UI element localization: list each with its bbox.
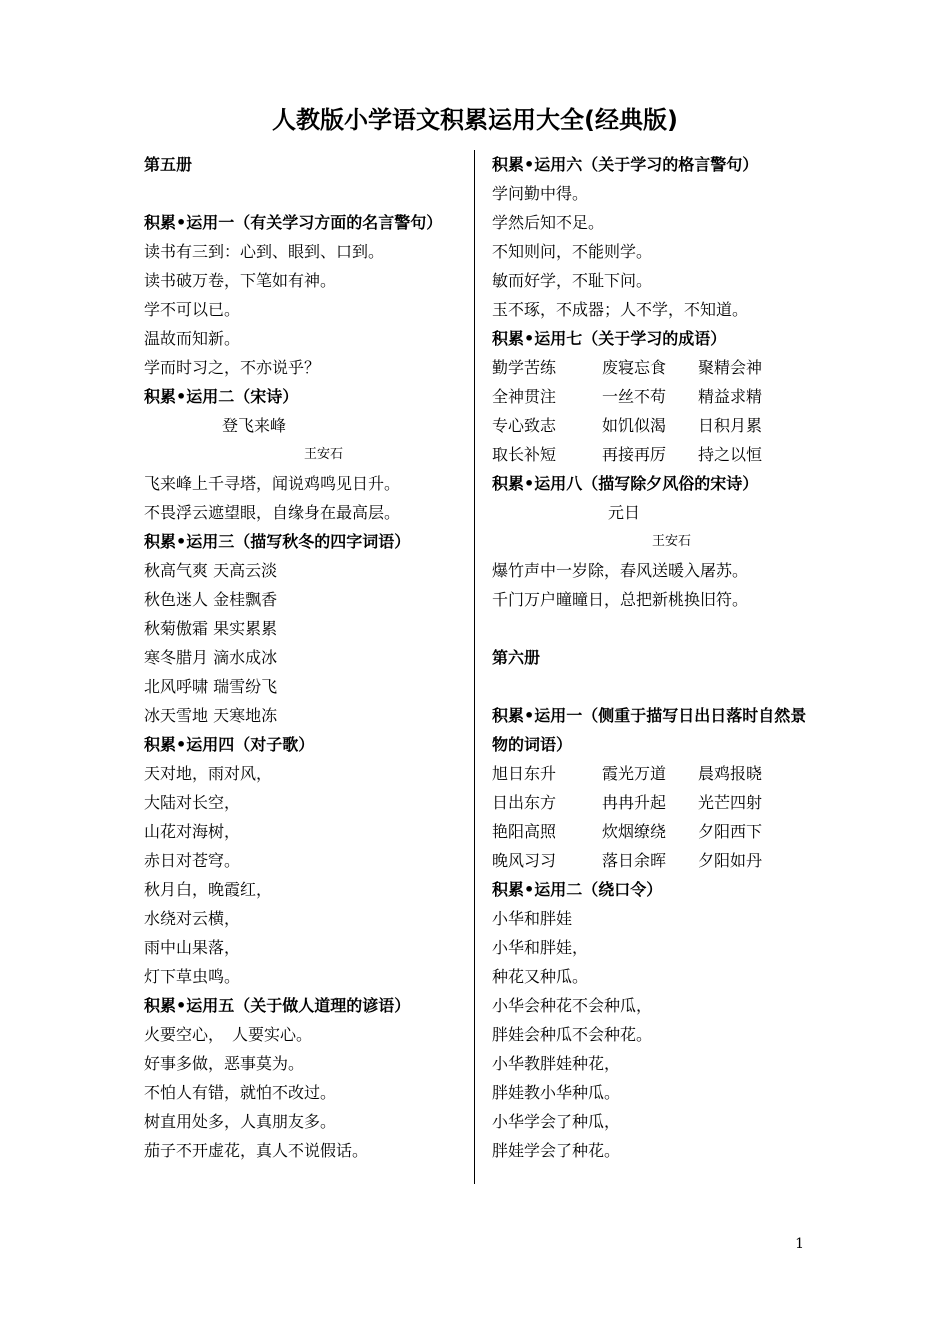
tongue-twister-line: 小华学会了种瓜， xyxy=(492,1112,621,1131)
proverb-line: 树直用处多，人真朋友多。 xyxy=(144,1112,337,1131)
phrase: 夕阳西下 xyxy=(698,822,763,841)
poem-line: 飞来峰上千寻塔，闻说鸡鸣见日升。 xyxy=(144,474,401,493)
spacer xyxy=(492,614,822,643)
column-divider xyxy=(474,150,475,1184)
proverb-line: 不怕人有错，就怕不改过。 xyxy=(144,1083,337,1102)
section-heading: 积累•运用二（宋诗） xyxy=(144,387,299,406)
couplet-line: 天对地，雨对风， xyxy=(144,764,273,783)
poem-title: 登飞来峰 xyxy=(222,416,287,435)
quote-line: 玉不琢，不成器；人不学，不知道。 xyxy=(492,300,749,319)
poem-author: 王安石 xyxy=(652,534,692,549)
poem-author: 王安石 xyxy=(304,447,344,462)
idiom: 再接再厉 xyxy=(602,445,667,464)
document-title: 人教版小学语文积累运用大全(经典版) xyxy=(272,106,678,134)
section-heading: 积累•运用一（有关学习方面的名言警句） xyxy=(144,213,443,232)
phrase-row xyxy=(492,788,822,817)
phrase: 落日余晖 xyxy=(602,851,667,870)
tongue-twister-line: 小华教胖娃种花， xyxy=(492,1054,621,1073)
quote-line: 学不可以已。 xyxy=(144,300,241,319)
book-heading-5: 第五册 xyxy=(144,155,193,174)
phrase: 艳阳高照 xyxy=(492,822,557,841)
idiom-row xyxy=(492,353,822,382)
tongue-twister-line: 种花又种瓜。 xyxy=(492,967,589,986)
idiom-row xyxy=(492,411,822,440)
phrase-row xyxy=(492,846,822,875)
section-heading: 积累•运用七（关于学习的成语） xyxy=(492,329,727,348)
section-heading: 积累•运用一（侧重于描写日出日落时自然景物的词语） xyxy=(492,706,807,754)
phrase: 旭日东升 xyxy=(492,764,557,783)
quote-line: 敏而好学，不耻下问。 xyxy=(492,271,653,290)
couplet-line: 灯下草虫鸣。 xyxy=(144,967,241,986)
quote-line: 学而时习之，不亦说乎？ xyxy=(144,358,321,377)
spacer xyxy=(144,179,462,208)
phrase-line: 秋高气爽 天高云淡 xyxy=(144,561,278,580)
tongue-twister-line: 小华和胖娃， xyxy=(492,938,589,957)
quote-line: 读书破万卷，下笔如有神。 xyxy=(144,271,337,290)
idiom: 如饥似渴 xyxy=(602,416,667,435)
proverb-line: 火要空心， 人要实心。 xyxy=(144,1025,313,1044)
section-heading: 积累•运用四（对子歌） xyxy=(144,735,315,754)
phrase: 冉冉升起 xyxy=(602,793,667,812)
quote-line: 不知则问，不能则学。 xyxy=(492,242,653,261)
spacer xyxy=(492,672,822,701)
idiom: 持之以恒 xyxy=(698,445,763,464)
couplet-line: 秋月白，晚霞红， xyxy=(144,880,273,899)
idiom: 取长补短 xyxy=(492,445,557,464)
tongue-twister-line: 胖娃会种瓜不会种花。 xyxy=(492,1025,653,1044)
couplet-line: 山花对海树， xyxy=(144,822,241,841)
section-heading: 积累•运用六（关于学习的格言警句） xyxy=(492,155,759,174)
poem-line: 千门万户曈曈日，总把新桃换旧符。 xyxy=(492,590,749,609)
phrase: 晚风习习 xyxy=(492,851,557,870)
couplet-line: 水绕对云横， xyxy=(144,909,241,928)
tongue-twister-line: 胖娃学会了种花。 xyxy=(492,1141,621,1160)
phrase: 夕阳如丹 xyxy=(698,851,763,870)
idiom: 废寝忘食 xyxy=(602,358,667,377)
phrase-row xyxy=(492,759,822,788)
right-column xyxy=(492,150,822,1165)
tongue-twister-line: 小华和胖娃 xyxy=(492,909,573,928)
section-heading: 积累•运用八（描写除夕风俗的宋诗） xyxy=(492,474,759,493)
tongue-twister-line: 小华会种花不会种瓜， xyxy=(492,996,653,1015)
phrase: 光芒四射 xyxy=(698,793,763,812)
idiom: 日积月累 xyxy=(698,416,763,435)
poem-title: 元日 xyxy=(608,503,641,522)
couplet-line: 雨中山果落， xyxy=(144,938,241,957)
idiom: 精益求精 xyxy=(698,387,763,406)
section-heading: 积累•运用二（绕口令） xyxy=(492,880,663,899)
phrase-line: 寒冬腊月 滴水成冰 xyxy=(144,648,278,667)
phrase-row xyxy=(492,817,822,846)
phrase: 炊烟缭绕 xyxy=(602,822,667,841)
poem-line: 爆竹声中一岁除，春风送暖入屠苏。 xyxy=(492,561,749,580)
quote-line: 学然后知不足。 xyxy=(492,213,605,232)
couplet-line: 赤日对苍穹。 xyxy=(144,851,241,870)
section-heading: 积累•运用三（描写秋冬的四字词语） xyxy=(144,532,411,551)
phrase: 日出东方 xyxy=(492,793,557,812)
page-number: 1 xyxy=(795,1236,804,1252)
phrase-line: 秋菊傲霜 果实累累 xyxy=(144,619,278,638)
phrase-line: 秋色迷人 金桂飘香 xyxy=(144,590,278,609)
phrase-line: 北风呼啸 瑞雪纷飞 xyxy=(144,677,278,696)
couplet-line: 大陆对长空， xyxy=(144,793,241,812)
idiom: 聚精会神 xyxy=(698,358,763,377)
proverb-line: 茄子不开虚花，真人不说假话。 xyxy=(144,1141,369,1160)
proverb-line: 好事多做，恶事莫为。 xyxy=(144,1054,305,1073)
idiom: 一丝不苟 xyxy=(602,387,667,406)
tongue-twister-line: 胖娃教小华种瓜。 xyxy=(492,1083,621,1102)
quote-line: 温故而知新。 xyxy=(144,329,241,348)
quote-line: 读书有三到：心到、眼到、口到。 xyxy=(144,242,385,261)
phrase-line: 冰天雪地 天寒地冻 xyxy=(144,706,278,725)
idiom: 全神贯注 xyxy=(492,387,557,406)
idiom-row xyxy=(492,440,822,469)
poem-line: 不畏浮云遮望眼，自缘身在最高层。 xyxy=(144,503,401,522)
idiom-row xyxy=(492,382,822,411)
book-heading-6: 第六册 xyxy=(492,648,541,667)
left-column xyxy=(144,150,462,1165)
idiom: 专心致志 xyxy=(492,416,557,435)
section-heading: 积累•运用五（关于做人道理的谚语） xyxy=(144,996,411,1015)
phrase: 晨鸡报晓 xyxy=(698,764,763,783)
idiom: 勤学苦练 xyxy=(492,358,557,377)
phrase: 霞光万道 xyxy=(602,764,667,783)
quote-line: 学问勤中得。 xyxy=(492,184,589,203)
